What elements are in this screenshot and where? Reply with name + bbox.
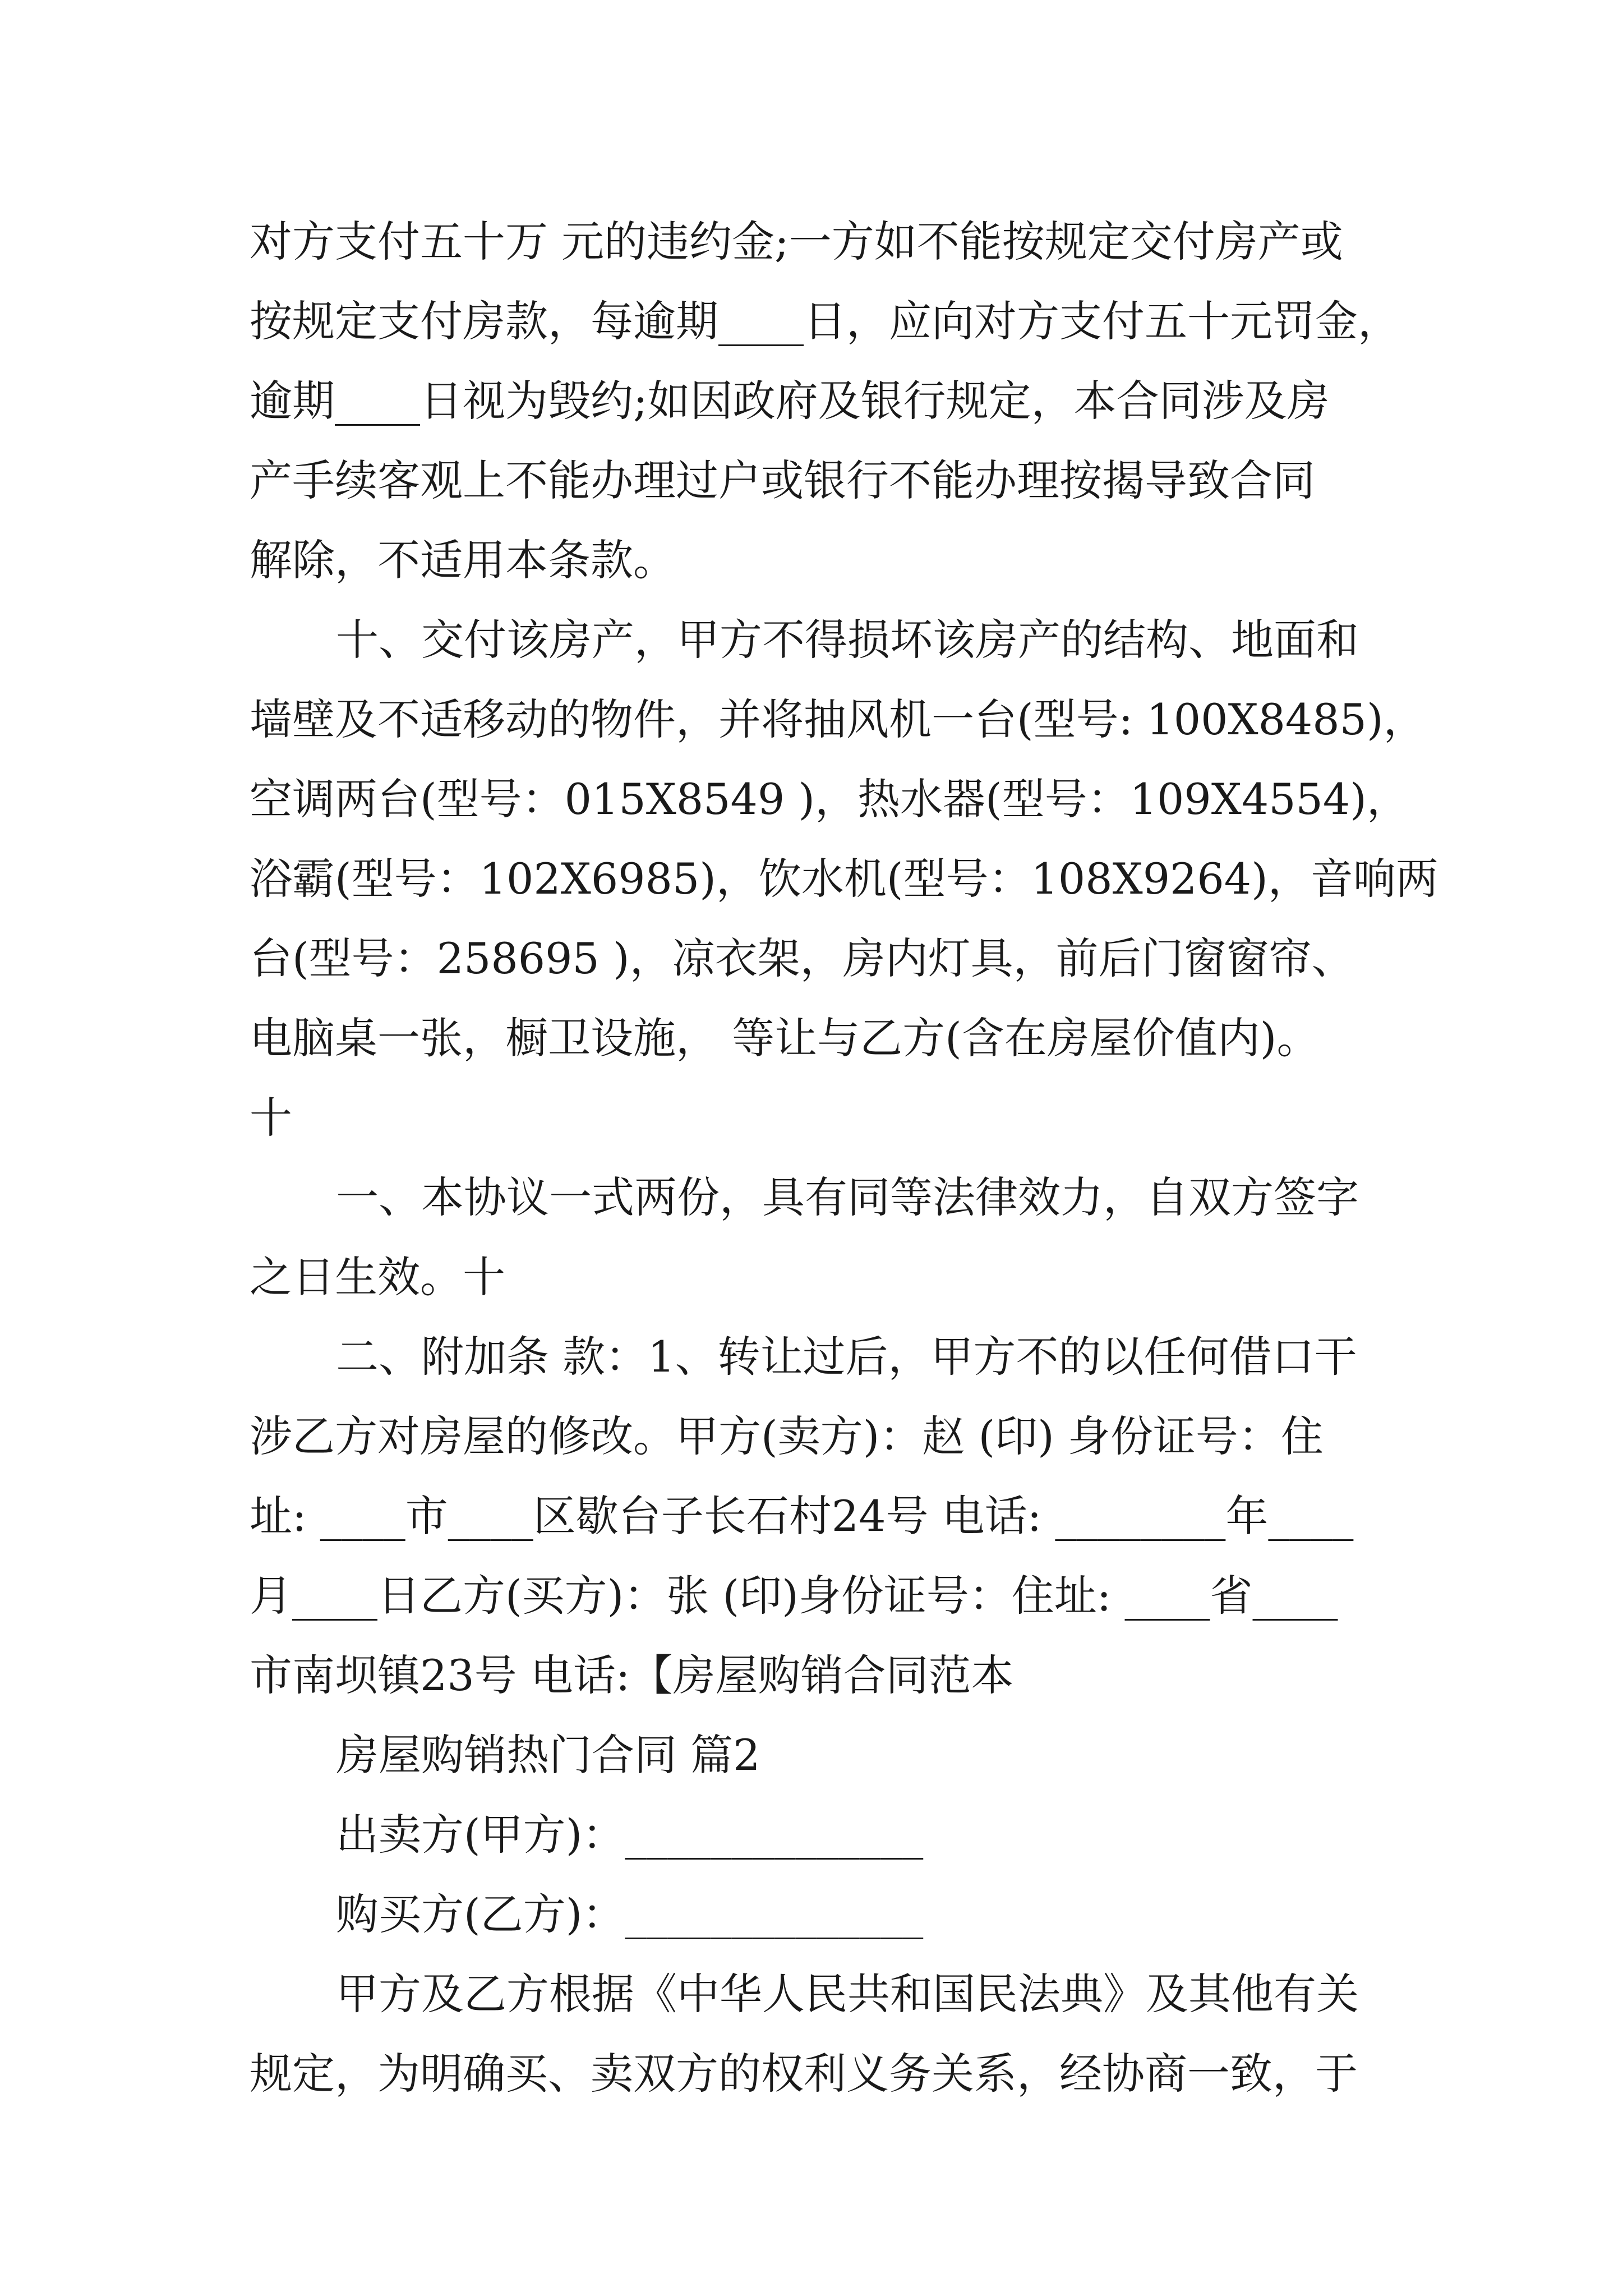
buyer-field: 购买方(乙方)：______________ xyxy=(336,1889,924,1939)
text-line: 对方支付五十万 元的违约金;一方如不能按规定交付房产或 xyxy=(250,217,1343,266)
text-line: 一、本协议一式两份，具有同等法律效力，自双方签字 xyxy=(336,1172,1359,1222)
text-line: 解除，不适用本条款。 xyxy=(250,535,676,585)
text-line: 浴霸(型号：102X6985)，饮水机(型号：108X9264)，音响两 xyxy=(250,854,1438,904)
text-line: 甲方及乙方根据《中华人民共和国民法典》及其他有关 xyxy=(336,1969,1359,2019)
text-line: 址: ____市____区歇台子长石村24号 电话: ________年____ xyxy=(250,1491,1354,1541)
text-line: 按规定支付房款，每逾期____日，应向对方支付五十元罚金， xyxy=(250,296,1400,346)
text-line: 电脑桌一张，橱卫设施， 等让与乙方(含在房屋价值内)。 xyxy=(250,1013,1320,1063)
text-line: 市南坝镇23号 电话:【房屋购销合同范本 xyxy=(250,1650,1014,1700)
text-line: 二、附加条 款：1、转让过后，甲方不的以任何借口干 xyxy=(336,1332,1357,1382)
text-line: 月____日乙方(买方)：张 (印)身份证号：住址: ____省____ xyxy=(250,1571,1338,1621)
text-line: 十 xyxy=(250,1093,292,1143)
text-line: 产手续客观上不能办理过户或银行不能办理按揭导致合同 xyxy=(250,455,1315,505)
text-line: 十、交付该房产，甲方不得损坏该房产的结构、地面和 xyxy=(336,615,1359,665)
document-body xyxy=(250,202,1438,2114)
text-line: 墙壁及不适移动的物件，并将抽风机一台(型号: 100X8485)， xyxy=(250,694,1426,744)
text-line: 空调两台(型号：015X8549 )，热水器(型号：109X4554)， xyxy=(250,774,1409,824)
text-line: 之日生效。十 xyxy=(250,1252,505,1302)
text-line: 规定，为明确买、卖双方的权利义务关系，经协商一致，于 xyxy=(250,2049,1358,2099)
seller-field: 出卖方(甲方)：______________ xyxy=(336,1810,924,1860)
text-line: 涉乙方对房屋的修改。甲方(卖方)：赵 (印) 身份证号：住 xyxy=(250,1411,1324,1461)
section-heading: 房屋购销热门合同 篇2 xyxy=(336,1730,760,1780)
text-line: 逾期____日视为毁约;如因政府及银行规定，本合同涉及房 xyxy=(250,376,1330,426)
text-line: 台(型号：258695 )，凉衣架，房内灯具，前后门窗窗帘、 xyxy=(250,933,1354,983)
